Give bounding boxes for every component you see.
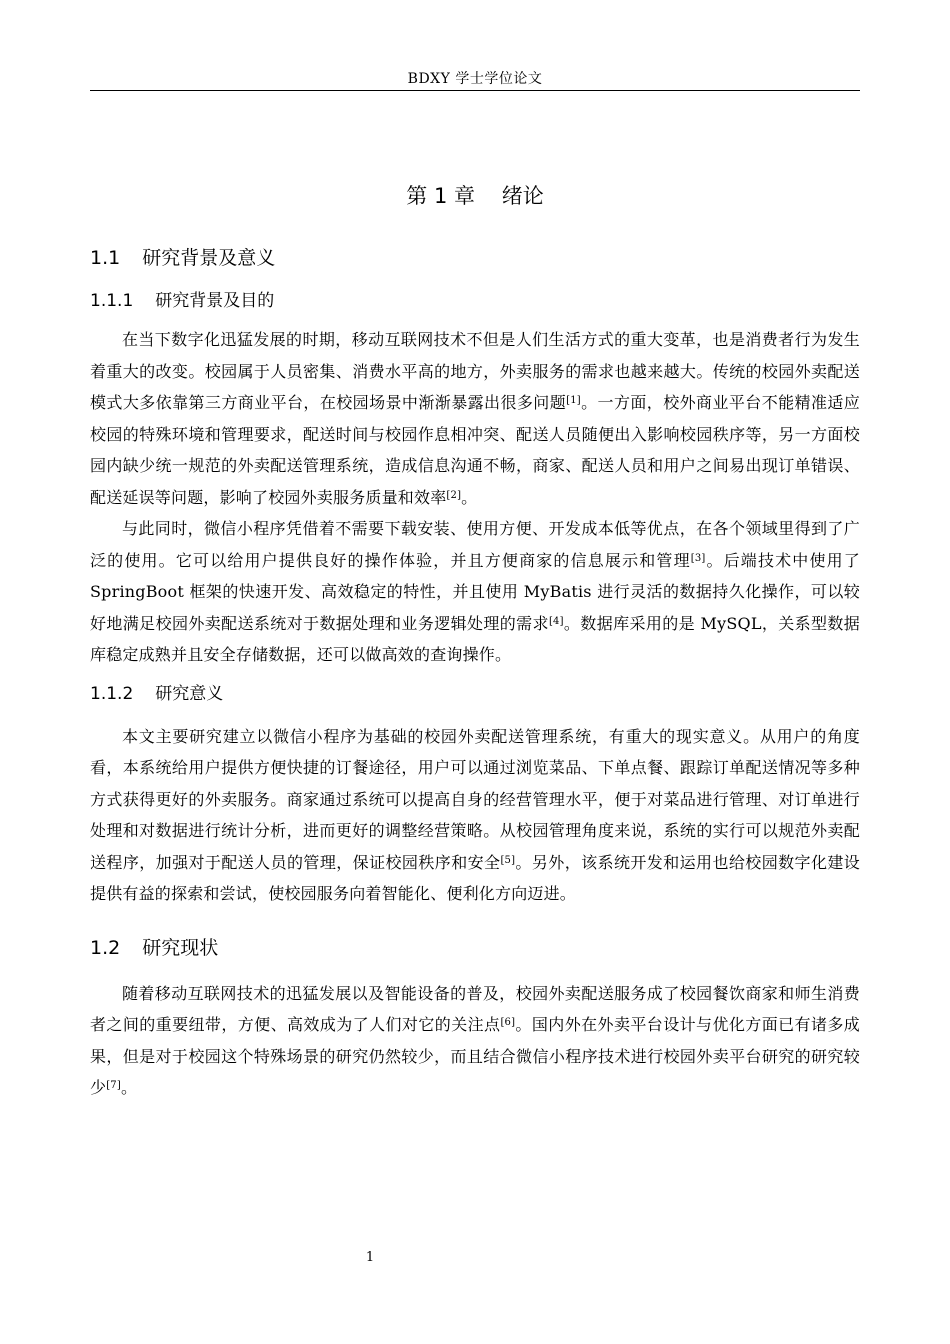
section-1-1-2-heading [90, 681, 860, 707]
section-title: 研究意义 [155, 683, 224, 704]
paragraph-1 [90, 324, 860, 513]
paragraph-4 [90, 978, 860, 1104]
text-run: 。国内外在外卖平台设计与优化方面已有诸多成果，但是对于校园这个特殊场景的研究仍然较少，而且结合微信小程序技术进行校园外卖平台研究的研究较少 [90, 1015, 860, 1097]
section-1-1-heading [90, 244, 860, 272]
section-1-1-1-heading [90, 288, 860, 314]
header-rule [90, 90, 860, 91]
paragraph-3 [90, 721, 860, 910]
text-run: 与此同时，微信小程序凭借着不需要下载安装、使用方便、开发成本低等优点，在各个领域里得到了广泛的使用。它可以给用户提供良好的操作体验，并且方便商家的信息展示和管理 [90, 519, 860, 570]
section-1-2-heading [90, 934, 860, 962]
text-run: 。后端技术中使用了 SpringBoot 框架的快速开发、高效稳定的特性，并且使用 MyBatis 进行灵活的数据持久化操作，可以较好地满足校园外卖配送系统对于数据处理和业务逻辑处理的需求 [90, 550, 860, 633]
citation-ref: [7] [106, 1080, 121, 1091]
section-number: 1.1 [90, 247, 121, 269]
page-content [90, 172, 860, 1104]
text-run: 在当下数字化迅猛发展的时期，移动互联网技术不但是人们生活方式的重大变革，也是消费者行为发生着重大的改变。校园属于人员密集、消费水平高的地方，外卖服务的需求也越来越大。传统的校园外卖配送模式大多依靠第三方商业平台，在校园场景中渐渐暴露出很多问题 [90, 330, 860, 412]
section-number: 1.2 [90, 936, 121, 959]
text-run: 。另外，该系统开发和运用也给校园数字化建设提供有益的探索和尝试，使校园服务向着智能化、便利化方向迈进。 [90, 852, 860, 903]
section-title: 研究背景及意义 [142, 247, 276, 269]
section-title: 研究现状 [142, 936, 219, 959]
citation-ref: [2] [446, 489, 462, 501]
text-run: 。数据库采用的是 MySQL，关系型数据库稳定成熟并且安全存储数据，还可以做高效的查询操作。 [90, 613, 860, 664]
citation-ref: [4] [548, 615, 564, 627]
citation-ref: [6] [500, 1017, 516, 1028]
section-title: 研究背景及目的 [155, 291, 275, 311]
text-run: 。 [461, 487, 478, 507]
citation-ref: [5] [500, 854, 516, 866]
text-run: 。一方面，校外商业平台不能精准适应校园的特殊环境和管理要求，配送时间与校园作息相冲突、配送人员随便出入影响校园秩序等，另一方面校园内缺少统一规范的外卖配送管理系统，造成信息沟通不畅，商家、配送人员和用户之间易出现订单错误、配送延误等问题，影响了校园外卖服务质量和效率 [90, 393, 860, 507]
citation-ref: [1] [566, 395, 581, 406]
text-run: 本文主要研究建立以微信小程序为基础的校园外卖配送管理系统，有重大的现实意义。从用户的角度看，本系统给用户提供方便快捷的订餐途径，用户可以通过浏览菜品、下单点餐、跟踪订单配送情况等多种方式获得更好的外卖服务。商家通过系统可以提高自身的经营管理水平，便于对菜品进行管理、对订单进行处理和对数据进行统计分析，进而更好的调整经营策略。从校园管理角度来说，系统的实行可以规范外卖配送程序，加强对于配送人员的管理，保证校园秩序和安全 [90, 726, 860, 872]
chapter-title: 第 1 章 绪论 [406, 184, 544, 208]
text-run: 随着移动互联网技术的迅猛发展以及智能设备的普及，校园外卖配送服务成了校园餐饮商家和师生消费者之间的重要纽带，方便、高效成为了人们对它的关注点 [90, 983, 860, 1034]
section-number: 1.1.1 [90, 291, 134, 311]
section-number: 1.1.2 [90, 683, 134, 704]
paragraph-2 [90, 513, 860, 671]
text-run: 。 [120, 1078, 138, 1097]
page-number: 1 [365, 1250, 375, 1265]
citation-ref: [3] [690, 552, 706, 564]
running-header: BDXY 学士学位论文 [407, 71, 543, 87]
